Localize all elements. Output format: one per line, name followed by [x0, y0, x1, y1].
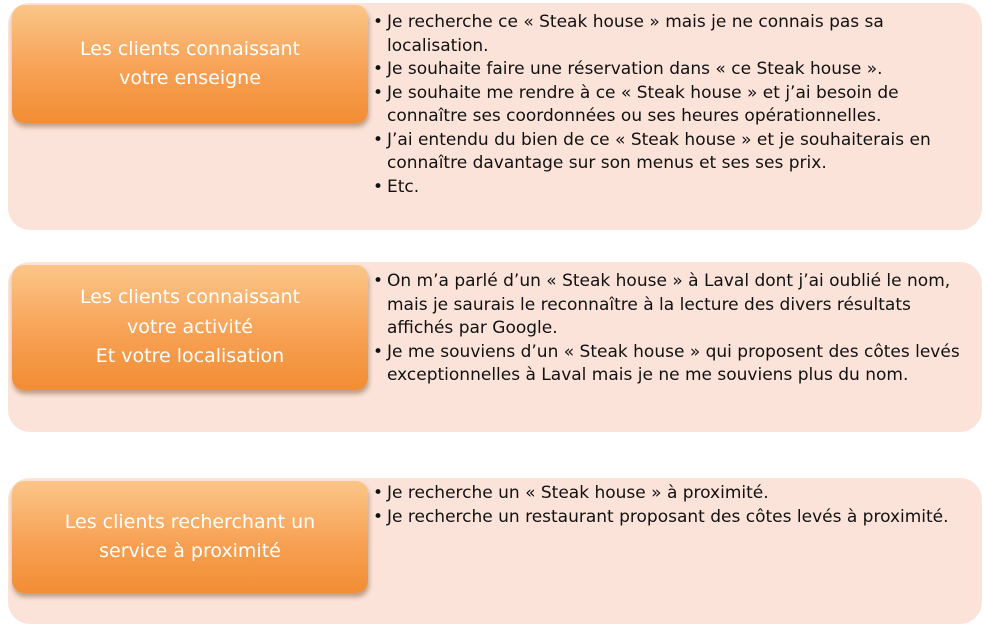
section-label-3	[12, 481, 368, 593]
section-label-2	[12, 265, 368, 390]
section-label-1	[12, 5, 368, 123]
section-label-3-line-2: service à proximité	[99, 540, 281, 562]
section-3-bullet-list	[373, 482, 968, 529]
section-1-bullet-3: • Je souhaite me rendre à ce « Steak house » et j’ai besoin de connaître ses coordonnées ou ses heures opérationnelles.	[373, 82, 968, 129]
section-panel-3	[8, 478, 982, 624]
section-label-3-line-1: Les clients recherchant un	[64, 510, 316, 533]
section-panel-2	[8, 262, 982, 432]
section-1-bullet-2: • Je souhaite faire une réservation dans « ce Steak house ».	[373, 58, 968, 82]
section-1-bullet-5: • Etc.	[373, 176, 968, 200]
section-1-bullet-list	[373, 11, 968, 199]
section-1-bullet-4: • J’ai entendu du bien de ce « Steak house » et je souhaiterais en connaître davantage sur son menus et ses ses prix.	[373, 129, 968, 176]
section-2-bullet-list	[373, 270, 968, 388]
section-label-1-line-2: votre enseigne	[119, 67, 261, 89]
section-label-2-line-1: Les clients connaissant	[79, 286, 300, 309]
section-label-1-line-1: Les clients connaissant	[79, 37, 300, 60]
section-1-bullet-1: • Je recherche ce « Steak house » mais je ne connais pas sa localisation.	[373, 11, 968, 58]
section-2-bullet-2: • Je me souviens d’un « Steak house » qui proposent des côtes levés exceptionnelles à Laval mais je ne me souviens plus du nom.	[373, 341, 968, 388]
section-label-2-line-3: Et votre localisation	[95, 345, 285, 368]
section-2-bullet-1: • On m’a parlé d’un « Steak house » à Laval dont j’ai oublié le nom, mais je saurais le reconnaître à la lecture des divers résultats affichés par Google.	[373, 270, 968, 341]
section-panel-1	[8, 3, 982, 230]
section-3-bullet-1: • Je recherche un « Steak house » à proximité.	[373, 482, 968, 506]
section-label-2-line-2: votre activité	[127, 315, 253, 338]
section-3-bullet-2: • Je recherche un restaurant proposant des côtes levés à proximité.	[373, 506, 968, 530]
